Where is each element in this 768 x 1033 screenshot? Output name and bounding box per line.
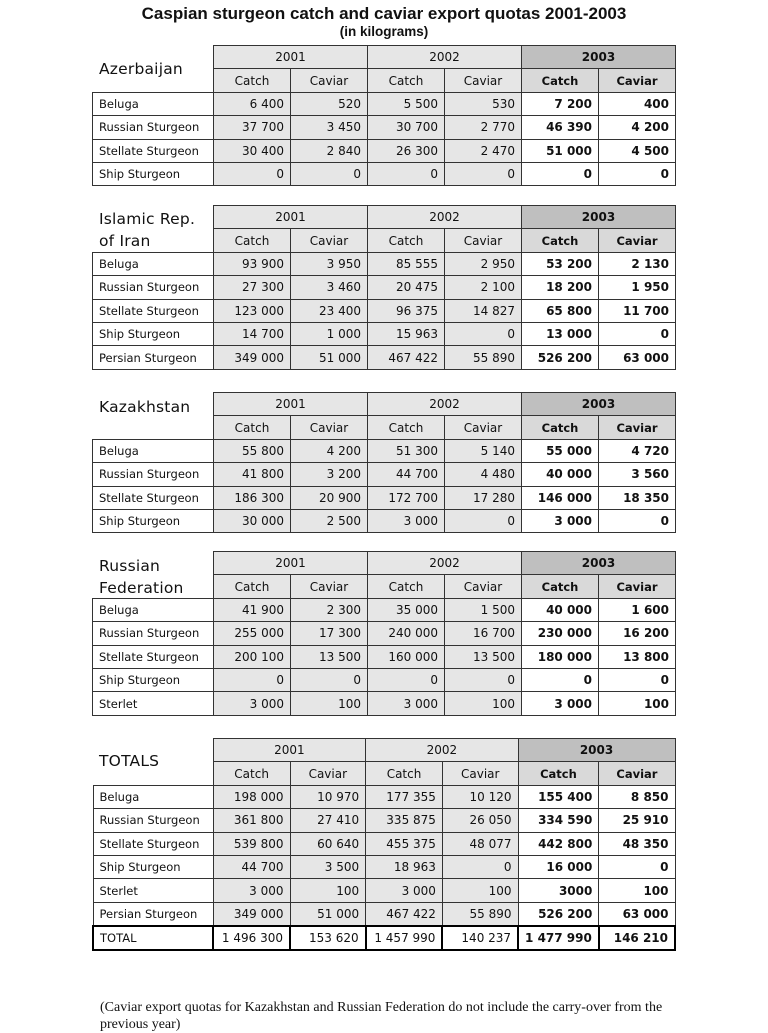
table-row	[93, 92, 676, 115]
species-cell: Ship Sturgeon	[93, 509, 214, 532]
year-header: 2002	[366, 739, 518, 762]
country-label: Kazakhstan	[99, 398, 191, 416]
value-cell: 1 600	[599, 598, 676, 621]
value-cell: 41 900	[214, 598, 291, 621]
species-cell: Russian Sturgeon	[93, 809, 213, 832]
species-cell: Sterlet	[93, 692, 214, 715]
table-row	[93, 668, 676, 691]
value-cell: 4 200	[291, 439, 368, 462]
column-header: Caviar	[291, 416, 368, 439]
year-header: 2002	[368, 46, 522, 69]
value-cell: 63 000	[599, 346, 676, 369]
table-row	[93, 785, 675, 808]
value-cell: 3 000	[214, 692, 291, 715]
species-cell: Ship Sturgeon	[93, 855, 213, 878]
table-row	[93, 902, 675, 926]
table-row	[93, 322, 676, 345]
column-header: Catch	[214, 416, 291, 439]
value-cell: 2 950	[445, 252, 522, 275]
value-cell: 3 000	[522, 692, 599, 715]
species-cell: Persian Sturgeon	[93, 902, 213, 926]
value-cell: 93 900	[214, 252, 291, 275]
value-cell: 16 200	[599, 622, 676, 645]
country-label: TOTALS	[99, 752, 160, 770]
column-header: Catch	[522, 416, 599, 439]
value-cell: 2 840	[291, 139, 368, 162]
value-cell: 2 770	[445, 116, 522, 139]
value-cell: 4 500	[599, 139, 676, 162]
column-header: Caviar	[290, 762, 366, 785]
value-cell: 3 500	[290, 855, 366, 878]
table-row	[93, 509, 676, 532]
value-cell: 335 875	[366, 809, 443, 832]
value-cell: 146 210	[599, 926, 675, 950]
value-cell: 177 355	[366, 785, 443, 808]
value-cell: 467 422	[366, 902, 443, 926]
value-cell: 180 000	[522, 645, 599, 668]
value-cell: 442 800	[518, 832, 599, 855]
year-header: 2002	[368, 552, 522, 575]
value-cell: 0	[214, 668, 291, 691]
value-cell: 17 300	[291, 622, 368, 645]
value-cell: 3 000	[368, 692, 445, 715]
year-header: 2001	[214, 393, 368, 416]
value-cell: 10 970	[290, 785, 366, 808]
page-subtitle: (in kilograms)	[339, 24, 429, 39]
value-cell: 0	[368, 668, 445, 691]
table-row	[93, 276, 676, 299]
value-cell: 455 375	[366, 832, 443, 855]
country-label: Russian Federation	[99, 557, 184, 597]
value-cell: 17 280	[445, 486, 522, 509]
value-cell: 100	[290, 879, 366, 902]
value-cell: 13 800	[599, 645, 676, 668]
species-cell: Ship Sturgeon	[93, 322, 214, 345]
table-row	[93, 598, 676, 621]
value-cell: 20 475	[368, 276, 445, 299]
value-cell: 186 300	[214, 486, 291, 509]
value-cell: 0	[445, 509, 522, 532]
value-cell: 0	[599, 668, 676, 691]
value-cell: 26 300	[368, 139, 445, 162]
value-cell: 530	[445, 92, 522, 115]
year-header: 2002	[368, 206, 522, 229]
year-header: 2002	[368, 393, 522, 416]
species-cell: Beluga	[93, 598, 214, 621]
value-cell: 123 000	[214, 299, 291, 322]
value-cell: 55 890	[442, 902, 518, 926]
value-cell: 100	[599, 692, 676, 715]
value-cell: 8 850	[599, 785, 675, 808]
species-cell: Beluga	[93, 785, 213, 808]
value-cell: 172 700	[368, 486, 445, 509]
value-cell: 26 050	[442, 809, 518, 832]
value-cell: 51 300	[368, 439, 445, 462]
column-header: Caviar	[599, 762, 675, 785]
value-cell: 27 300	[214, 276, 291, 299]
value-cell: 51 000	[290, 902, 366, 926]
header-blank	[93, 416, 214, 439]
value-cell: 4 480	[445, 463, 522, 486]
value-cell: 100	[291, 692, 368, 715]
value-cell: 40 000	[522, 463, 599, 486]
column-header: Caviar	[445, 69, 522, 92]
value-cell: 30 000	[214, 509, 291, 532]
value-cell: 41 800	[214, 463, 291, 486]
value-cell: 13 500	[445, 645, 522, 668]
species-cell: Beluga	[93, 252, 214, 275]
year-header: 2001	[214, 46, 368, 69]
value-cell: 0	[522, 162, 599, 185]
value-cell: 96 375	[368, 299, 445, 322]
table-row	[93, 622, 676, 645]
species-cell: Russian Sturgeon	[93, 622, 214, 645]
value-cell: 1 477 990	[518, 926, 599, 950]
value-cell: 100	[442, 879, 518, 902]
value-cell: 18 963	[366, 855, 443, 878]
species-cell: Beluga	[93, 92, 214, 115]
value-cell: 255 000	[214, 622, 291, 645]
value-cell: 15 963	[368, 322, 445, 345]
table-row	[93, 832, 675, 855]
value-cell: 44 700	[213, 855, 290, 878]
value-cell: 48 350	[599, 832, 675, 855]
column-header: Catch	[213, 762, 290, 785]
column-header: Catch	[366, 762, 443, 785]
table-row	[93, 346, 676, 369]
table-row	[93, 879, 675, 902]
column-header: Caviar	[442, 762, 518, 785]
value-cell: 55 000	[522, 439, 599, 462]
species-cell: Stellate Sturgeon	[93, 139, 214, 162]
species-cell: TOTAL	[93, 926, 213, 950]
value-cell: 3 000	[366, 879, 443, 902]
value-cell: 51 000	[522, 139, 599, 162]
value-cell: 11 700	[599, 299, 676, 322]
year-header: 2003	[522, 206, 676, 229]
value-cell: 3 000	[368, 509, 445, 532]
quota-table	[92, 738, 676, 951]
column-header: Catch	[522, 575, 599, 598]
species-cell: Russian Sturgeon	[93, 116, 214, 139]
value-cell: 100	[445, 692, 522, 715]
value-cell: 5 140	[445, 439, 522, 462]
column-header: Caviar	[291, 575, 368, 598]
value-cell: 18 350	[599, 486, 676, 509]
value-cell: 6 400	[214, 92, 291, 115]
value-cell: 48 077	[442, 832, 518, 855]
value-cell: 153 620	[290, 926, 366, 950]
value-cell: 0	[291, 162, 368, 185]
subheader-row	[93, 416, 676, 439]
species-cell: Ship Sturgeon	[93, 162, 214, 185]
value-cell: 0	[599, 162, 676, 185]
value-cell: 0	[445, 322, 522, 345]
value-cell: 146 000	[522, 486, 599, 509]
year-header: 2001	[213, 739, 365, 762]
value-cell: 2 130	[599, 252, 676, 275]
value-cell: 0	[442, 855, 518, 878]
value-cell: 14 827	[445, 299, 522, 322]
value-cell: 46 390	[522, 116, 599, 139]
column-header: Catch	[522, 69, 599, 92]
value-cell: 51 000	[291, 346, 368, 369]
value-cell: 63 000	[599, 902, 675, 926]
value-cell: 200 100	[214, 645, 291, 668]
value-cell: 1 950	[599, 276, 676, 299]
species-cell: Ship Sturgeon	[93, 668, 214, 691]
value-cell: 3 450	[291, 116, 368, 139]
value-cell: 2 470	[445, 139, 522, 162]
value-cell: 0	[599, 509, 676, 532]
column-header: Catch	[368, 69, 445, 92]
value-cell: 65 800	[522, 299, 599, 322]
column-header: Caviar	[599, 229, 676, 252]
column-header: Catch	[368, 416, 445, 439]
value-cell: 0	[445, 668, 522, 691]
year-header: 2001	[214, 206, 368, 229]
value-cell: 3000	[518, 879, 599, 902]
column-header: Caviar	[445, 229, 522, 252]
value-cell: 20 900	[291, 486, 368, 509]
value-cell: 85 555	[368, 252, 445, 275]
value-cell: 526 200	[518, 902, 599, 926]
value-cell: 400	[599, 92, 676, 115]
species-cell: Stellate Sturgeon	[93, 832, 213, 855]
value-cell: 230 000	[522, 622, 599, 645]
value-cell: 5 500	[368, 92, 445, 115]
value-cell: 44 700	[368, 463, 445, 486]
value-cell: 1 496 300	[213, 926, 290, 950]
value-cell: 155 400	[518, 785, 599, 808]
value-cell: 27 410	[290, 809, 366, 832]
country-label: Islamic Rep. of Iran	[99, 210, 196, 250]
column-header: Caviar	[291, 69, 368, 92]
column-header: Caviar	[445, 416, 522, 439]
year-header: 2003	[522, 552, 676, 575]
footnote: (Caviar export quotas for Kazakhstan and Russian Federation do not include the carry-over from the previous year)	[100, 1000, 663, 1032]
value-cell: 240 000	[368, 622, 445, 645]
column-header: Catch	[368, 229, 445, 252]
value-cell: 0	[445, 162, 522, 185]
value-cell: 4 200	[599, 116, 676, 139]
value-cell: 526 200	[522, 346, 599, 369]
subheader-row	[93, 762, 675, 785]
column-header: Caviar	[291, 229, 368, 252]
column-header: Caviar	[599, 416, 676, 439]
value-cell: 520	[291, 92, 368, 115]
value-cell: 7 200	[522, 92, 599, 115]
value-cell: 160 000	[368, 645, 445, 668]
value-cell: 23 400	[291, 299, 368, 322]
value-cell: 0	[291, 668, 368, 691]
value-cell: 30 400	[214, 139, 291, 162]
column-header: Catch	[214, 575, 291, 598]
value-cell: 1 000	[291, 322, 368, 345]
value-cell: 3 560	[599, 463, 676, 486]
value-cell: 4 720	[599, 439, 676, 462]
value-cell: 30 700	[368, 116, 445, 139]
column-header: Caviar	[445, 575, 522, 598]
value-cell: 3 460	[291, 276, 368, 299]
year-header-row	[93, 739, 675, 762]
value-cell: 0	[599, 322, 676, 345]
column-header: Catch	[522, 229, 599, 252]
species-cell: Stellate Sturgeon	[93, 486, 214, 509]
value-cell: 349 000	[213, 902, 290, 926]
value-cell: 2 500	[291, 509, 368, 532]
value-cell: 16 700	[445, 622, 522, 645]
year-header: 2003	[522, 393, 676, 416]
table-row	[93, 855, 675, 878]
table-row	[93, 139, 676, 162]
value-cell: 3 000	[213, 879, 290, 902]
value-cell: 0	[214, 162, 291, 185]
table-row	[93, 463, 676, 486]
table-row	[93, 486, 676, 509]
species-cell: Stellate Sturgeon	[93, 645, 214, 668]
column-header: Caviar	[599, 69, 676, 92]
table-row	[93, 116, 676, 139]
country-label: Azerbaijan	[99, 60, 183, 78]
species-cell: Russian Sturgeon	[93, 463, 214, 486]
species-cell: Russian Sturgeon	[93, 276, 214, 299]
value-cell: 1 500	[445, 598, 522, 621]
table-row	[93, 299, 676, 322]
value-cell: 140 237	[442, 926, 518, 950]
column-header: Catch	[368, 575, 445, 598]
column-header: Catch	[518, 762, 599, 785]
value-cell: 55 800	[214, 439, 291, 462]
value-cell: 2 300	[291, 598, 368, 621]
value-cell: 1 457 990	[366, 926, 443, 950]
value-cell: 14 700	[214, 322, 291, 345]
species-cell: Stellate Sturgeon	[93, 299, 214, 322]
value-cell: 60 640	[290, 832, 366, 855]
value-cell: 35 000	[368, 598, 445, 621]
value-cell: 18 200	[522, 276, 599, 299]
column-header: Catch	[214, 229, 291, 252]
table-row	[93, 162, 676, 185]
value-cell: 100	[599, 879, 675, 902]
page-title: Caspian sturgeon catch and caviar export quotas 2001-2003	[141, 4, 627, 23]
species-cell: Beluga	[93, 439, 214, 462]
table-row	[93, 645, 676, 668]
value-cell: 55 890	[445, 346, 522, 369]
value-cell: 539 800	[213, 832, 290, 855]
table-row	[93, 439, 676, 462]
year-header: 2003	[522, 46, 676, 69]
value-cell: 13 500	[291, 645, 368, 668]
value-cell: 3 000	[522, 509, 599, 532]
value-cell: 3 950	[291, 252, 368, 275]
year-header: 2003	[518, 739, 675, 762]
column-header: Caviar	[599, 575, 676, 598]
value-cell: 16 000	[518, 855, 599, 878]
value-cell: 40 000	[522, 598, 599, 621]
value-cell: 198 000	[213, 785, 290, 808]
table-row	[93, 692, 676, 715]
value-cell: 0	[599, 855, 675, 878]
value-cell: 3 200	[291, 463, 368, 486]
value-cell: 0	[522, 668, 599, 691]
value-cell: 53 200	[522, 252, 599, 275]
table-row	[93, 809, 675, 832]
value-cell: 2 100	[445, 276, 522, 299]
table-row	[93, 252, 676, 275]
species-cell: Persian Sturgeon	[93, 346, 214, 369]
column-header: Catch	[214, 69, 291, 92]
value-cell: 10 120	[442, 785, 518, 808]
value-cell: 361 800	[213, 809, 290, 832]
value-cell: 334 590	[518, 809, 599, 832]
year-header: 2001	[214, 552, 368, 575]
total-row	[93, 926, 675, 950]
value-cell: 467 422	[368, 346, 445, 369]
value-cell: 25 910	[599, 809, 675, 832]
value-cell: 37 700	[214, 116, 291, 139]
value-cell: 349 000	[214, 346, 291, 369]
species-cell: Sterlet	[93, 879, 213, 902]
value-cell: 0	[368, 162, 445, 185]
value-cell: 13 000	[522, 322, 599, 345]
